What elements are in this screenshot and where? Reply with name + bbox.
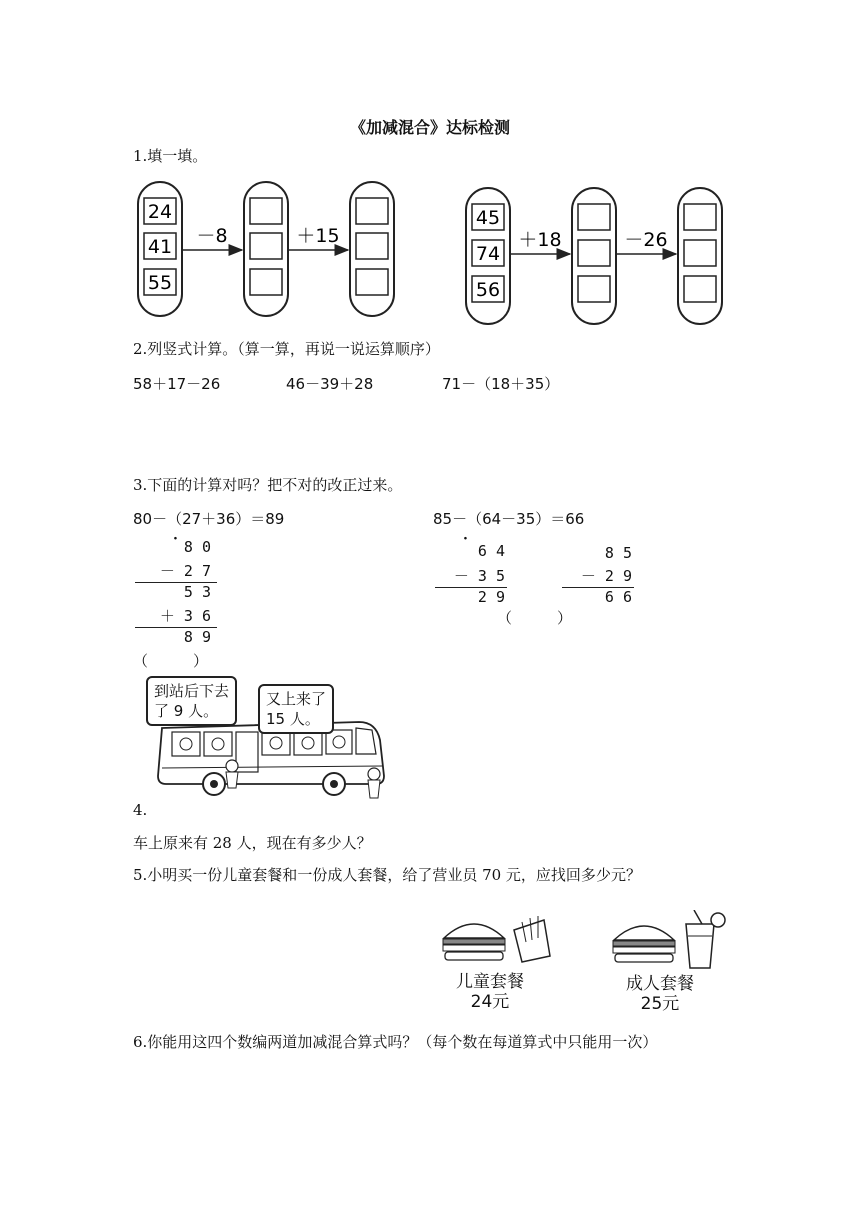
carry-dot: ·	[173, 531, 178, 547]
q2-expr-1: 58＋17－26	[133, 375, 221, 393]
q3-right-expr: 85－（64－35）＝66	[433, 510, 585, 528]
left-op2: ＋15	[296, 225, 340, 247]
right-value-2: 74	[475, 243, 501, 265]
right-op2: －26	[624, 229, 668, 251]
speech-bubble-1: 到站后下去 了 9 人。	[146, 676, 237, 726]
adult-meal-name: 成人套餐	[626, 974, 694, 994]
q3-label: 3.下面的计算对吗？把不对的改正过来。	[133, 476, 403, 494]
q5-label: 5.小明买一份儿童套餐和一份成人套餐，给了营业员 70 元，应找回多少元？	[133, 866, 641, 884]
q1-label: 1.填一填。	[133, 147, 208, 165]
q4-question: 车上原来有 28 人，现在有多少人？	[133, 834, 372, 852]
kids-meal	[440, 912, 560, 1012]
q2-expr-2: 46－39＋28	[286, 375, 374, 393]
carry-dot: ·	[463, 531, 468, 547]
left-value-2: 41	[147, 236, 173, 258]
right-value-3: 56	[475, 279, 501, 301]
left-op1: －8	[196, 225, 228, 247]
adult-meal-price: 25元	[640, 994, 680, 1014]
kids-meal-name: 儿童套餐	[456, 972, 524, 992]
q3-left-expr: 80－（27＋36）＝89	[133, 510, 285, 528]
left-value-3: 55	[147, 272, 173, 294]
kids-meal-price: 24元	[470, 992, 510, 1012]
left-value-1: 24	[147, 201, 173, 223]
q4-number: 4.	[133, 801, 148, 819]
adult-meal	[610, 910, 740, 1014]
q2-label: 2.列竖式计算。（算一算，再说一说运算顺序）	[133, 340, 440, 358]
q1-diagram	[132, 178, 732, 328]
burger-fries-icon	[440, 912, 560, 968]
q6-label: 6.你能用这四个数编两道加减混合算式吗？（每个数在每道算式中只能用一次）	[133, 1033, 658, 1051]
q2-expr-3: 71－（18＋35）	[442, 375, 560, 393]
right-op1: ＋18	[518, 229, 562, 251]
speech-bubble-2: 又上来了 15 人。	[258, 684, 334, 734]
right-value-1: 45	[475, 207, 501, 229]
burger-drink-icon	[610, 910, 740, 970]
page-title: 《加减混合》达标检测	[349, 118, 510, 137]
bus-illustration	[144, 676, 394, 802]
